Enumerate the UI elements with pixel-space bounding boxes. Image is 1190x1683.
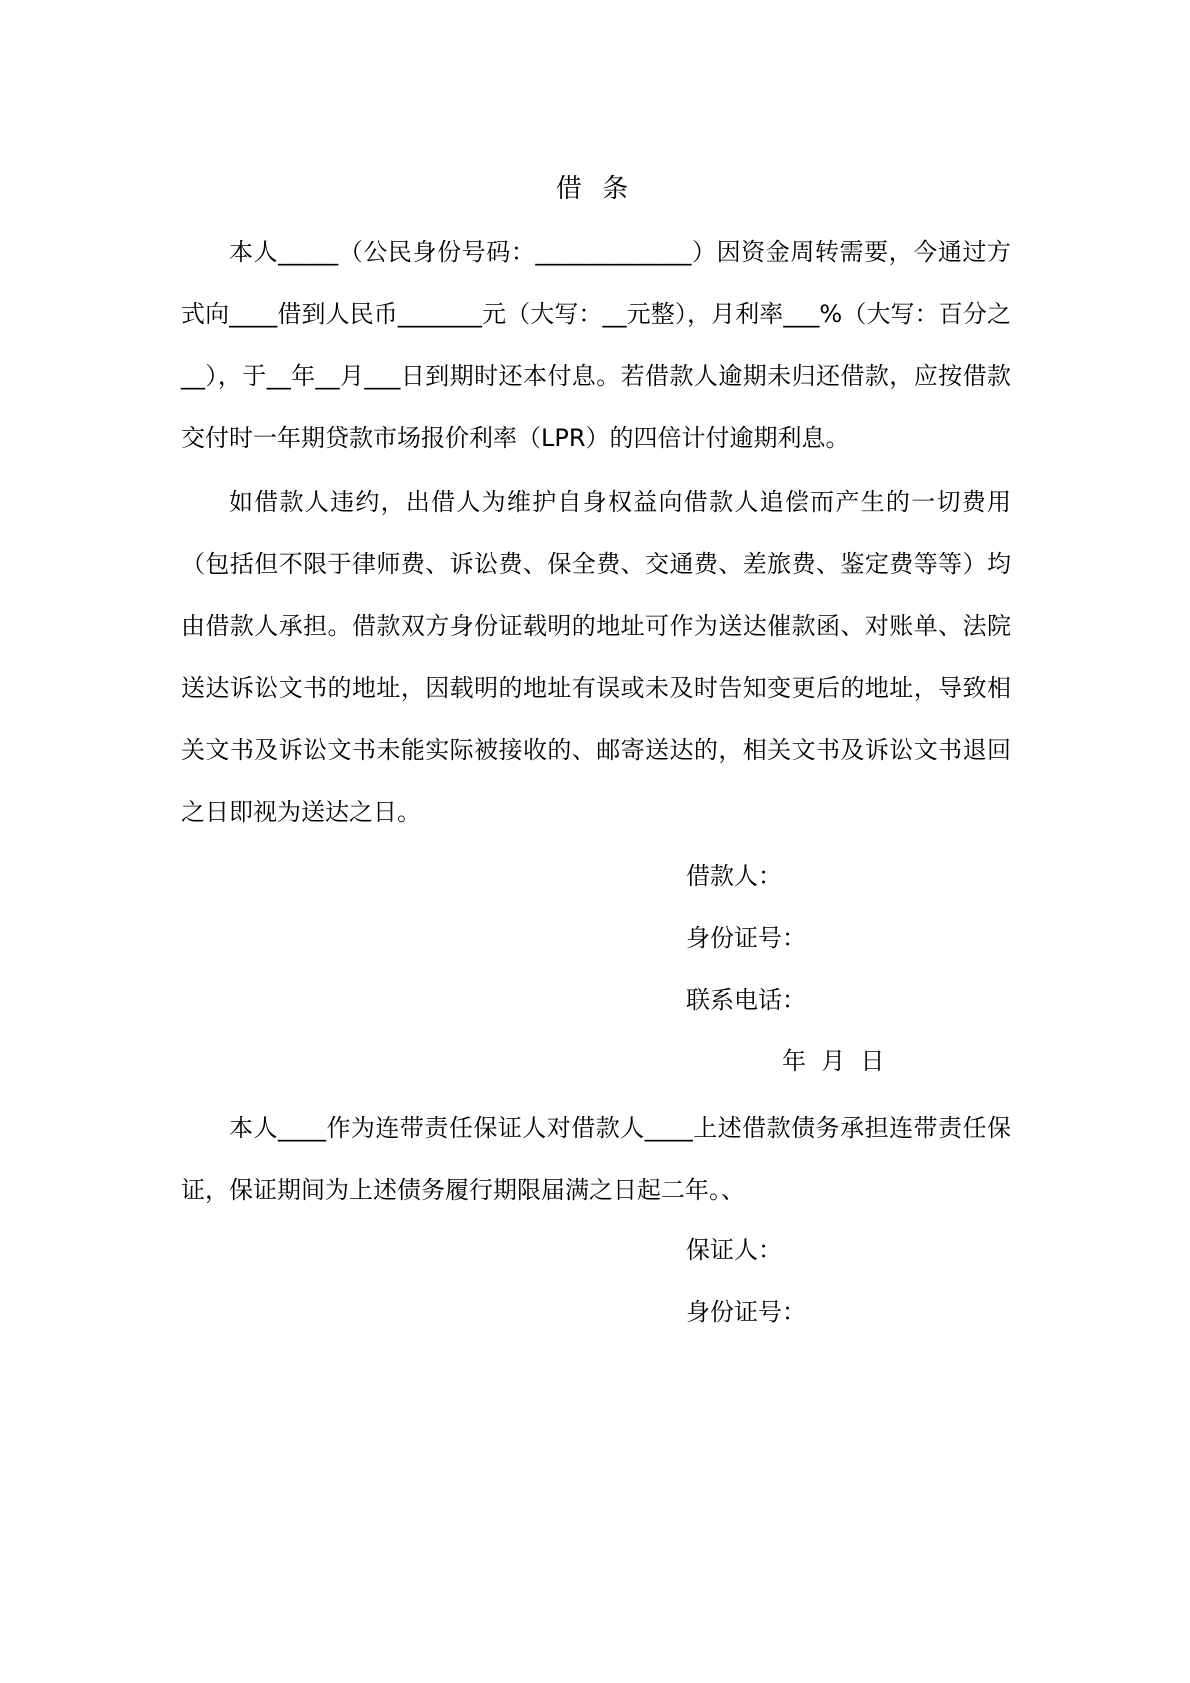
guarantor-name-label: 保证人： bbox=[686, 1236, 782, 1264]
borrower-name-label: 借款人： bbox=[686, 862, 782, 890]
breach-terms-paragraph: 如借款人违约，出借人为维护自身权益向借款人追偿而产生的一切费用（包括但不限于律师费、诉讼费、保全费、交通费、差旅费、鉴定费等等）均由借款人承担。借款双方身份证载明的地址可作为送达催款函、对账单、法院送达诉讼文书的地址，因载明的地址有误或未及时告知变更后的地址，导致相关文书及诉讼文书未能实际被接收的、邮寄送达的，相关文书及诉讼文书退回之日即视为送达之日。 bbox=[181, 488, 1011, 826]
borrower-id-label: 身份证号： bbox=[686, 924, 806, 952]
loan-terms-paragraph: 本人_____（公民身份号码：_____________）因资金周转需要，今通过方式向____借到人民币_______元（大写：__元整），月利率___%（大写：百分之__），于__年__月___日到期时还本付息。若借款人逾期未归还借款，应按借款交付时一年期贷款市场报价利率（LPR）的四倍计付逾期利息。 bbox=[181, 238, 1011, 452]
document-title: 借 条 bbox=[555, 174, 635, 204]
guarantor-id-label: 身份证号： bbox=[686, 1298, 806, 1326]
guarantee-paragraph: 本人____作为连带责任保证人对借款人____上述借款债务承担连带责任保证，保证期间为上述债务履行期限届满之日起二年。、 bbox=[181, 1114, 1011, 1204]
signing-date-label: 年 月 日 bbox=[782, 1047, 885, 1075]
borrower-phone-label: 联系电话： bbox=[686, 986, 806, 1014]
